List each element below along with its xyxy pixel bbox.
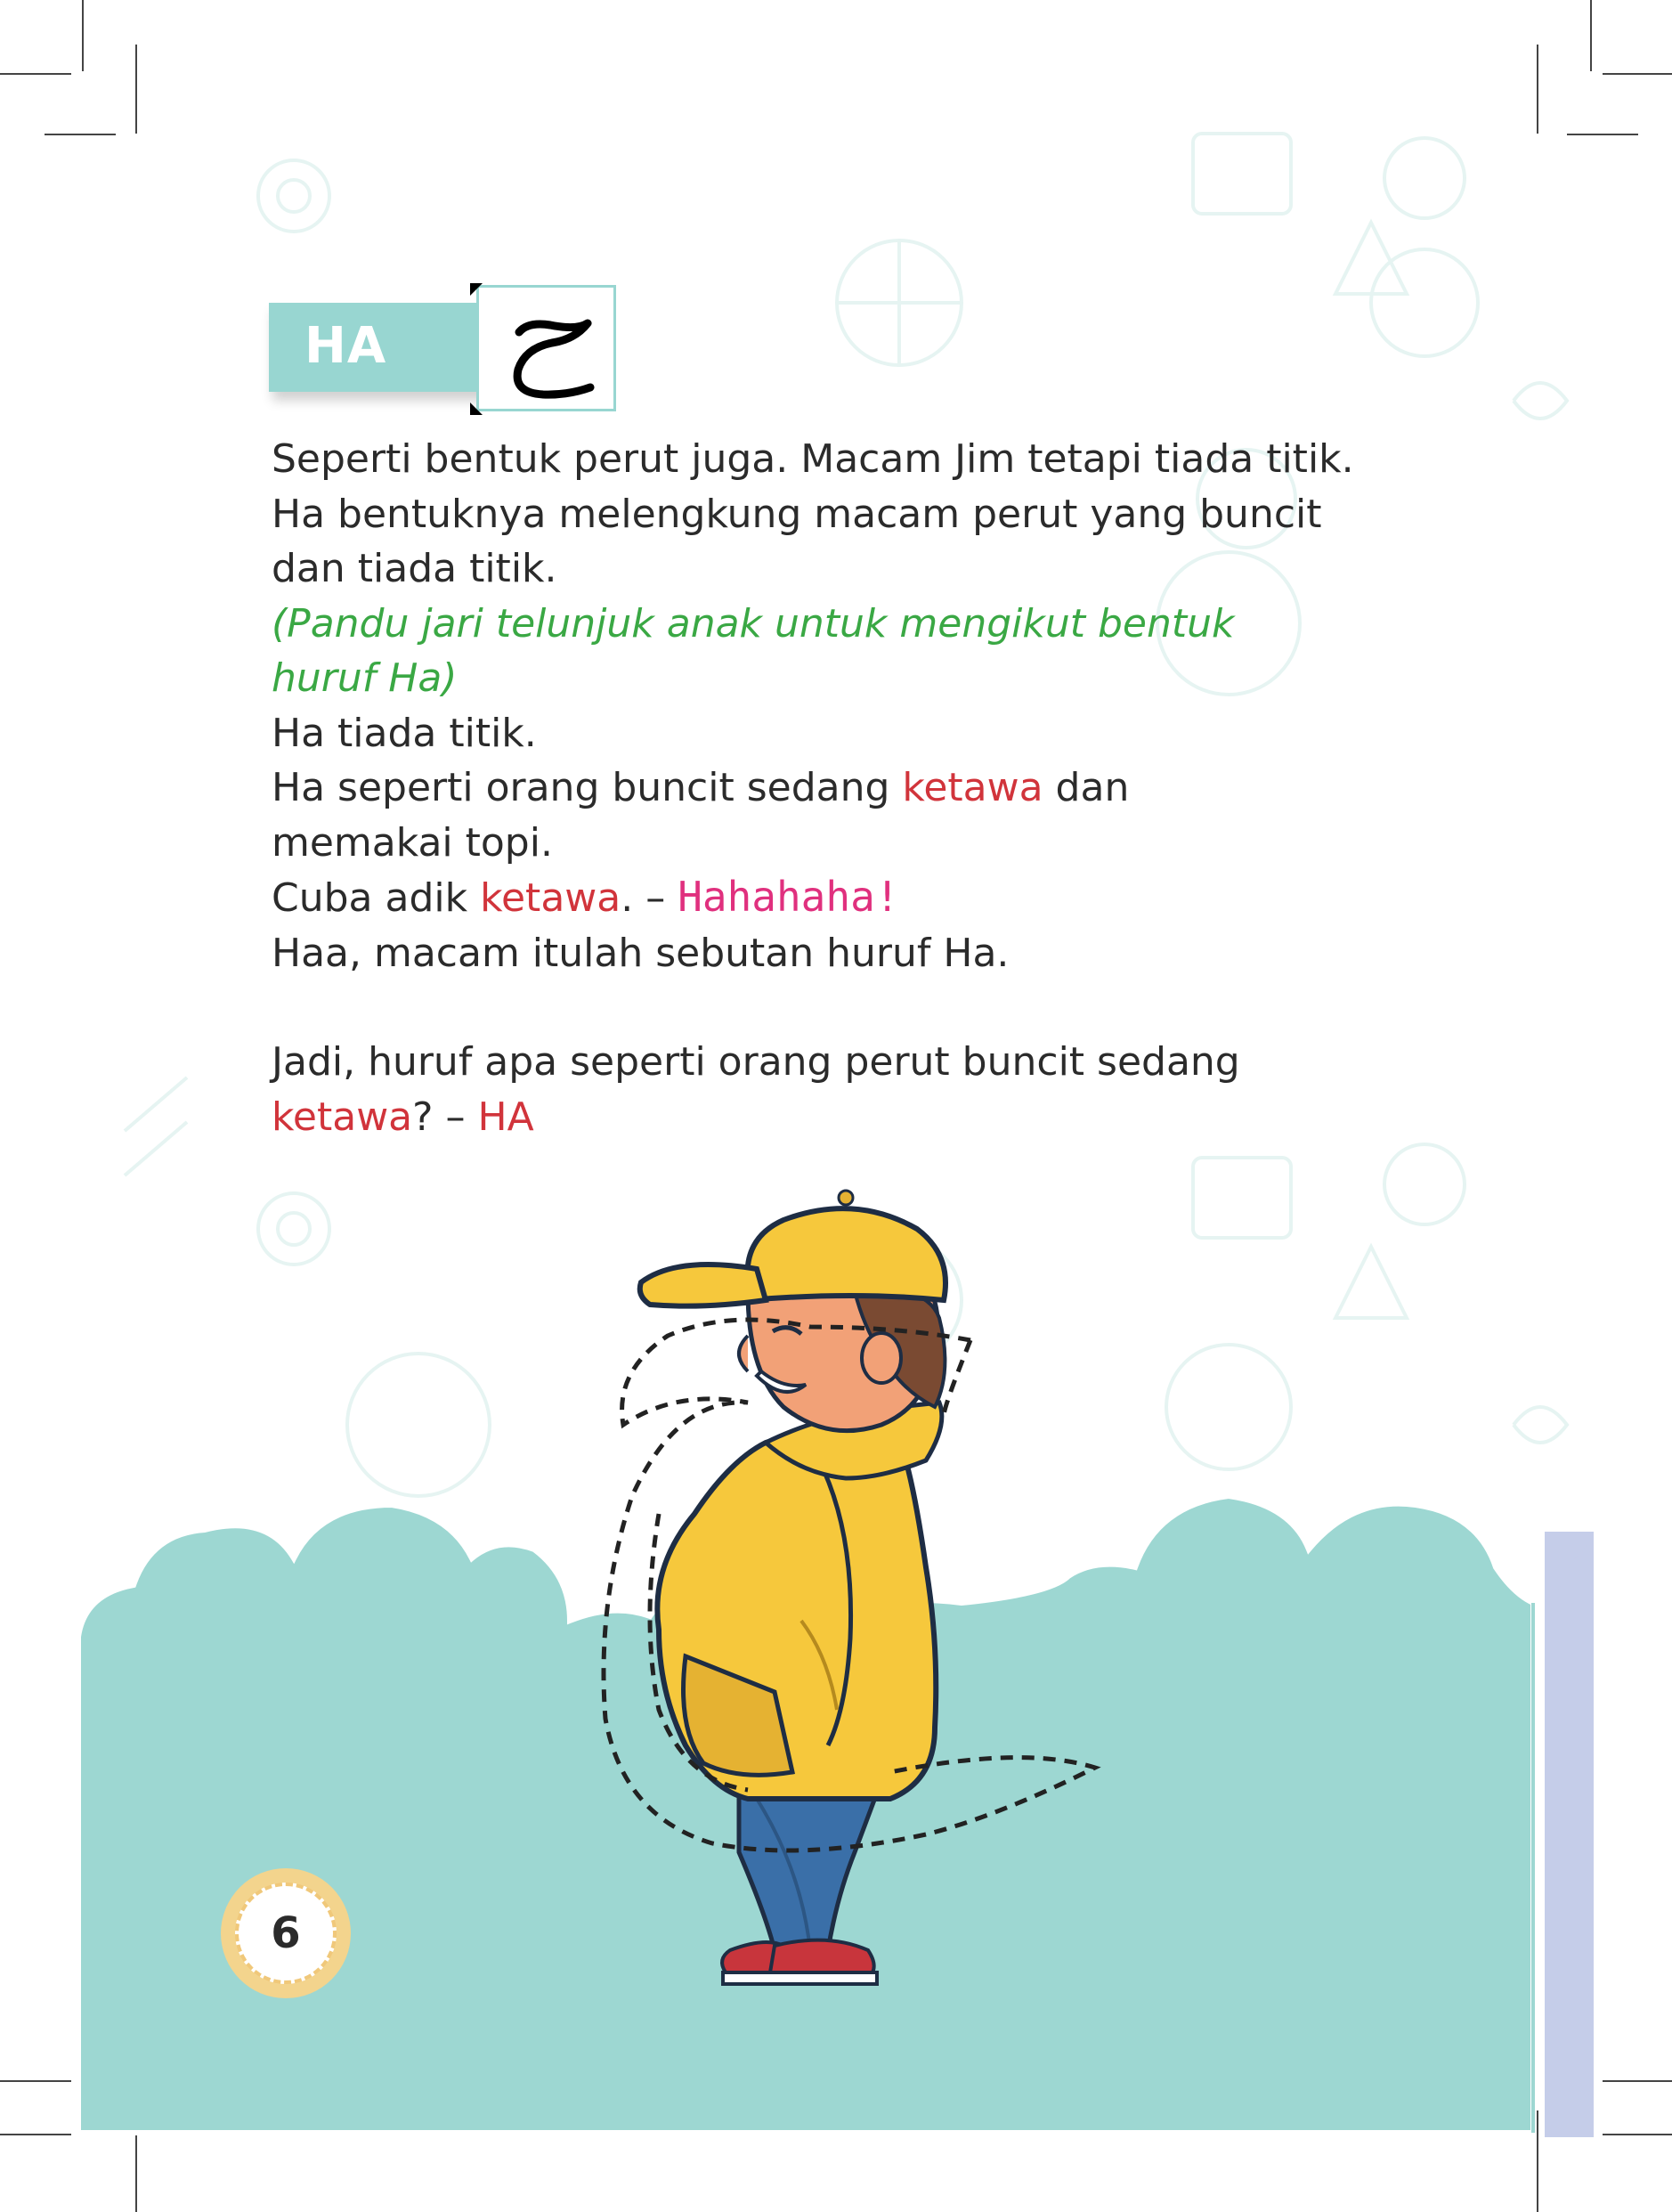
text-line: Ha tiada titik. [272,710,537,756]
question-line: Jadi, huruf apa seperti orang perut buncit sedang [272,1039,1240,1085]
highlight-word: ketawa [272,1094,413,1140]
highlight-word: ketawa [902,765,1043,810]
text-line: dan tiada titik. [272,546,557,591]
text-segment: Ha seperti orang buncit sedang [272,765,903,810]
text-line: memakai topi. [272,819,553,866]
text-segment: . – [621,875,678,921]
page-number-badge [221,1868,351,1998]
text-segment: dan [1043,765,1130,810]
highlight-word: ketawa [480,875,621,921]
instruction-line: huruf Ha) [272,655,458,701]
text-line: Haa, macam itulah sebutan huruf Ha. [272,930,1010,976]
text-segment: Cuba adik [272,875,481,921]
answer-text: HA [477,1094,534,1140]
text-segment: ? – [412,1094,478,1140]
laugh-text: Hahahaha! [678,873,900,921]
text-line: Ha bentuknya melengkung macam perut yang buncit [272,491,1322,537]
letter-title-label: HA [304,317,387,375]
text-line: Seperti bentuk perut juga. Macam Jim tetapi tiada titik. [272,436,1354,482]
instruction-line: (Pandu jari telunjuk anak untuk mengikut bentuk [272,600,1235,647]
page-number: 6 [235,1883,337,1984]
